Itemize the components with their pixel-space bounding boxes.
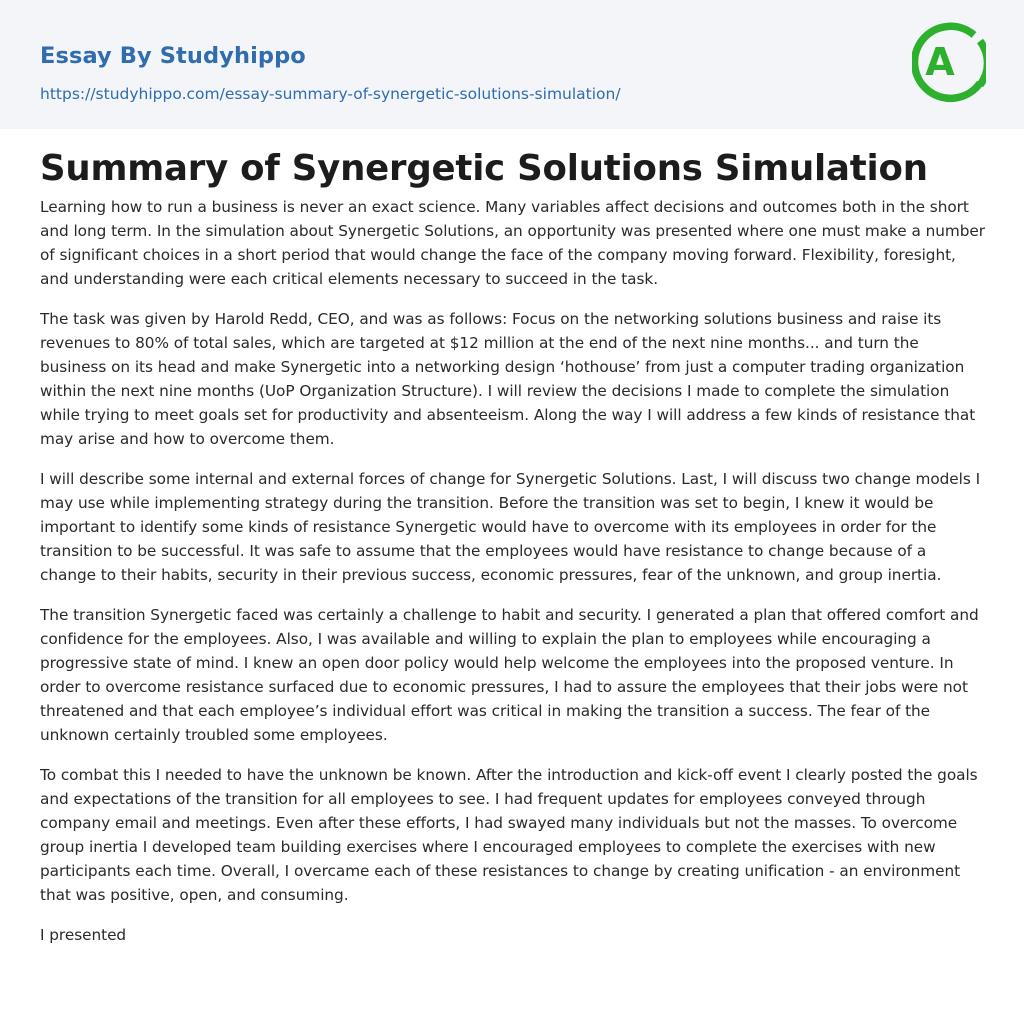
paragraph: To combat this I needed to have the unknown be known. After the introduction and kick-off event I clearly posted the goals and expectations of the transition for all employees to see. I had frequent updates for employees conveyed through company email and meetings. Even after these efforts, I had swayed many individuals but not the masses. To overcome group inertia I developed team building exercises where I encouraged employees to complete the exercises with new participants each time. Overall, I overcame each of these resistances to change by creating unification - an environment that was positive, open, and consuming.	[40, 766, 978, 904]
logo-letter: A	[925, 40, 955, 84]
paragraph: I presented	[40, 926, 127, 944]
logo-ring-right	[980, 41, 986, 85]
paragraph: The task was given by Harold Redd, CEO, and was as follows: Focus on the networking solutions business and raise its revenues to 80% of total sales, which are targeted at $12 million at the end of the next nine months... and turn the business on its head and make Synergetic into a networking design ‘hothouse’ from just a computer trading organization within the next nine months (UoP Organization Structure). I will review the decisions I made to complete the simulation while trying to meet goals set for productivity and absenteeism. Along the way I will address a few kinds of resistance that may arise and how to overcome them.	[40, 310, 976, 448]
essay-url-link[interactable]: https://studyhippo.com/essay-summary-of-synergetic-solutions-simulation/	[40, 85, 621, 103]
paragraph: Learning how to run a business is never an exact science. Many variables affect decisions and outcomes both in the short and long term. In the simulation about Synergetic Solutions, an opportunity was presented where one must make a number of significant choices in a short period that would change the face of the company moving forward. Flexibility, foresight, and understanding were each critical elements necessary to succeed in the task.	[40, 198, 986, 288]
site-title: Essay By Studyhippo	[40, 43, 306, 69]
paragraph: The transition Synergetic faced was certainly a challenge to habit and security. I generated a plan that offered comfort and confidence for the employees. Also, I was available and willing to explain the plan to employees while encouraging a progressive state of mind. I knew an open door policy would help welcome the employees into the proposed venture. In order to overcome resistance surfaced due to economic pressures, I had to assure the employees that their jobs were not threatened and that each employee’s individual effort was critical in making the transition a success. The fear of the unknown certainly troubled some employees.	[40, 606, 979, 744]
paragraph: I will describe some internal and external forces of change for Synergetic Solutions. Last, I will discuss two change models I may use while implementing strategy during the transition. Before the transition was set to begin, I knew it would be important to identify some kinds of resistance Synergetic would have to overcome with its employees in order for the transition to be successful. It was safe to assume that the employees would have resistance to change because of a change to their habits, security in their previous success, economic pressures, fear of the unknown, and group inertia.	[40, 470, 981, 584]
article-body	[40, 195, 986, 963]
article-title: Summary of Synergetic Solutions Simulation	[40, 148, 928, 189]
